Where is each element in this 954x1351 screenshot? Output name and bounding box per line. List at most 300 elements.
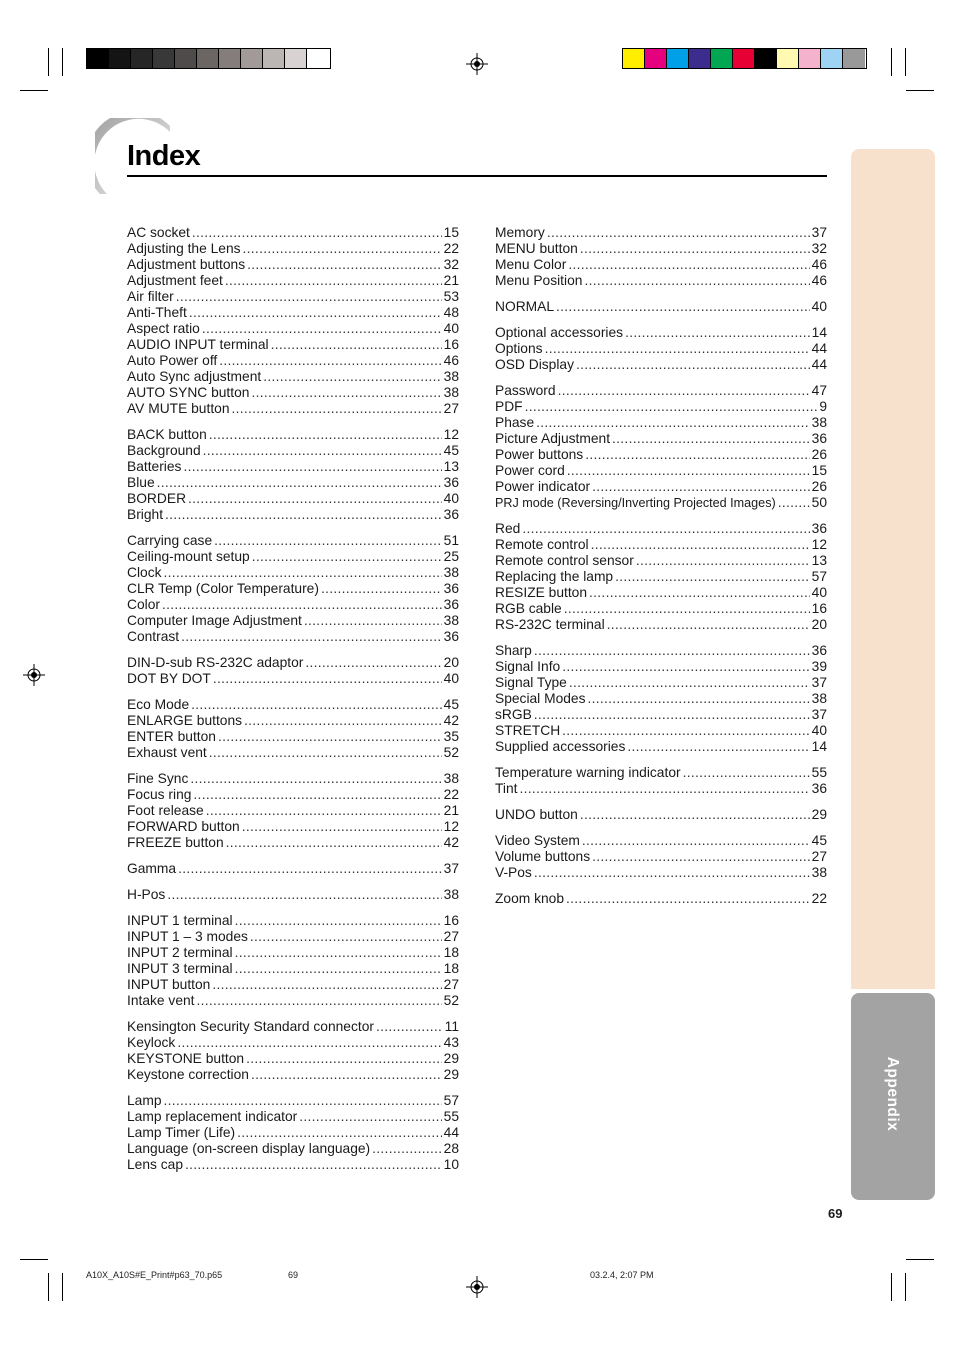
index-term: Focus ring: [127, 787, 192, 802]
index-entry: [127, 401, 459, 417]
index-group: [495, 299, 827, 315]
dot-leader: [534, 707, 810, 723]
index-page-number: 36: [443, 507, 459, 522]
index-page-number: 57: [811, 569, 827, 584]
index-page-number: 44: [811, 341, 827, 356]
index-page-number: 51: [443, 533, 459, 548]
index-entry: [495, 325, 827, 341]
index-page-number: 52: [443, 993, 459, 1008]
index-page-number: 45: [811, 833, 827, 848]
index-entry: [495, 865, 827, 881]
index-group: [127, 861, 459, 877]
index-term: CLR Temp (Color Temperature): [127, 581, 319, 596]
dot-leader: [250, 929, 442, 945]
dot-leader: [192, 225, 442, 241]
color-swatch: [131, 49, 153, 68]
index-term: Replacing the lamp: [495, 569, 614, 584]
index-entry: [127, 257, 459, 273]
dot-leader: [545, 341, 810, 357]
index-page-number: 36: [443, 475, 459, 490]
dot-leader: [589, 585, 810, 601]
index-group: [127, 887, 459, 903]
index-entry: [127, 993, 459, 1009]
index-page-number: 35: [443, 729, 459, 744]
index-page-number: 44: [443, 1125, 459, 1140]
dot-leader: [536, 415, 810, 431]
index-page-number: 55: [443, 1109, 459, 1124]
dot-leader: [157, 475, 442, 491]
dot-leader: [202, 321, 442, 337]
index-page-number: 38: [443, 565, 459, 580]
color-swatch: [843, 49, 865, 68]
index-page-number: 37: [443, 861, 459, 876]
dot-leader: [534, 865, 810, 881]
color-swatch: [645, 49, 667, 68]
index-page-number: 40: [811, 299, 827, 314]
dot-leader: [246, 1051, 442, 1067]
index-page-number: 14: [811, 325, 827, 340]
dot-leader: [615, 569, 810, 585]
dot-leader: [181, 629, 441, 645]
index-term: Gamma: [127, 861, 177, 876]
index-term: Remote control: [495, 537, 589, 552]
color-swatch: [109, 49, 131, 68]
index-term: Blue: [127, 475, 155, 490]
dot-leader: [556, 299, 810, 315]
index-page-number: 46: [811, 257, 827, 272]
index-term: Sharp: [495, 643, 532, 658]
dot-leader: [165, 507, 442, 523]
dot-leader: [213, 671, 442, 687]
index-group: [495, 643, 827, 755]
index-term: Contrast: [127, 629, 180, 644]
dot-leader: [178, 861, 442, 877]
index-term: Volume buttons: [495, 849, 591, 864]
index-page-number: 12: [811, 537, 827, 552]
index-term: ENTER button: [127, 729, 216, 744]
index-entry: [127, 1109, 459, 1125]
registration-mark-icon: [23, 664, 45, 686]
index-entry: [127, 745, 459, 761]
dot-leader: [588, 691, 810, 707]
index-group: [127, 225, 459, 417]
index-entry: [495, 463, 827, 479]
index-entry: [495, 495, 827, 511]
index-term: Phase: [495, 415, 535, 430]
index-entry: [495, 273, 827, 289]
index-term: Air filter: [127, 289, 174, 304]
index-term: Language (on-screen display language): [127, 1141, 371, 1156]
index-term: RS-232C terminal: [495, 617, 605, 632]
index-term: Power buttons: [495, 447, 584, 462]
index-page-number: 36: [811, 521, 827, 536]
index-term: Temperature warning indicator: [495, 765, 681, 780]
index-page-number: 29: [811, 807, 827, 822]
index-page-number: 32: [811, 241, 827, 256]
dot-leader: [547, 225, 810, 241]
index-entry: [127, 835, 459, 851]
color-swatch: [777, 49, 799, 68]
index-page-number: 21: [443, 273, 459, 288]
dot-leader: [243, 241, 442, 257]
index-page-number: 28: [443, 1141, 459, 1156]
dot-leader: [562, 659, 809, 675]
index-page-number: 47: [811, 383, 827, 398]
index-page-number: 14: [811, 739, 827, 754]
index-page-number: 13: [811, 553, 827, 568]
footer-page: 69: [288, 1270, 299, 1280]
dot-leader: [612, 431, 810, 447]
index-page-number: 40: [811, 723, 827, 738]
index-page-number: 12: [443, 427, 459, 442]
index-term: INPUT button: [127, 977, 211, 992]
dot-leader: [636, 553, 810, 569]
index-group: [127, 771, 459, 851]
index-term: Lamp replacement indicator: [127, 1109, 298, 1124]
index-term: OSD Display: [495, 357, 574, 372]
index-page-number: 44: [811, 357, 827, 372]
dot-leader: [568, 257, 809, 273]
index-term: Adjustment feet: [127, 273, 223, 288]
index-entry: [495, 553, 827, 569]
index-page-number: 16: [443, 913, 459, 928]
index-group: [127, 1019, 459, 1083]
page-number: 69: [828, 1206, 843, 1221]
index-entry: [127, 861, 459, 877]
index-entry: [127, 353, 459, 369]
index-group: [127, 913, 459, 1009]
index-page-number: 38: [443, 887, 459, 902]
index-entry: [127, 787, 459, 803]
index-group: [495, 325, 827, 373]
index-page-number: 15: [443, 225, 459, 240]
dot-leader: [193, 787, 441, 803]
index-term: Kensington Security Standard connector: [127, 1019, 374, 1034]
dot-leader: [190, 771, 441, 787]
dot-leader: [585, 447, 809, 463]
index-entry: [495, 299, 827, 315]
index-term: BORDER: [127, 491, 187, 506]
dot-leader: [625, 325, 810, 341]
index-entry: [127, 581, 459, 597]
dot-leader: [304, 613, 442, 629]
index-term: INPUT 3 terminal: [127, 961, 233, 976]
index-column-right: [495, 225, 827, 917]
index-term: RGB cable: [495, 601, 562, 616]
dot-leader: [580, 807, 810, 823]
index-page-number: 38: [443, 369, 459, 384]
index-entry: [495, 585, 827, 601]
dot-leader: [183, 459, 441, 475]
index-term: Adjustment buttons: [127, 257, 246, 272]
dot-leader: [580, 241, 810, 257]
dot-leader: [263, 369, 441, 385]
index-page-number: 37: [811, 675, 827, 690]
index-page-number: 38: [811, 691, 827, 706]
index-term: Eco Mode: [127, 697, 190, 712]
index-page-number: 53: [443, 289, 459, 304]
index-term: Password: [495, 383, 556, 398]
index-page-number: 27: [443, 401, 459, 416]
color-swatch: [689, 49, 711, 68]
index-entry: [495, 675, 827, 691]
index-page-number: 38: [443, 613, 459, 628]
index-column-left: [127, 225, 459, 1183]
index-page-number: 18: [443, 945, 459, 960]
index-term: PRJ mode (Reversing/Inverting Projected Images): [495, 496, 776, 510]
dot-leader: [305, 655, 441, 671]
index-term: Lamp: [127, 1093, 162, 1108]
index-entry: [127, 887, 459, 903]
dot-leader: [242, 819, 442, 835]
index-page-number: 20: [811, 617, 827, 632]
index-entry: [127, 629, 459, 645]
dot-leader: [562, 723, 809, 739]
index-term: Power cord: [495, 463, 565, 478]
dot-leader: [778, 495, 810, 511]
index-entry: [127, 613, 459, 629]
dot-leader: [251, 385, 441, 401]
dot-leader: [218, 729, 442, 745]
dot-leader: [244, 713, 442, 729]
dot-leader: [189, 305, 442, 321]
index-term: H-Pos: [127, 887, 166, 902]
index-term: Anti-Theft: [127, 305, 187, 320]
index-entry: [495, 723, 827, 739]
index-term: BACK button: [127, 427, 207, 442]
index-entry: [127, 1035, 459, 1051]
index-term: Zoom knob: [495, 891, 565, 906]
index-page-number: 27: [443, 929, 459, 944]
side-tab-background: [851, 149, 935, 989]
dot-leader: [209, 745, 442, 761]
dot-leader: [247, 257, 442, 273]
index-term: Keylock: [127, 1035, 176, 1050]
index-entry: [495, 415, 827, 431]
index-page-number: 27: [811, 849, 827, 864]
index-term: Batteries: [127, 459, 182, 474]
index-group: [495, 521, 827, 633]
dot-leader: [251, 1067, 442, 1083]
index-entry: [495, 891, 827, 907]
index-entry: [127, 225, 459, 241]
index-term: Signal Info: [495, 659, 561, 674]
index-page-number: 26: [811, 479, 827, 494]
index-entry: [127, 443, 459, 459]
index-entry: [127, 1125, 459, 1141]
index-page-number: 42: [443, 713, 459, 728]
dot-leader: [226, 835, 442, 851]
index-term: AC socket: [127, 225, 190, 240]
index-term: V-Pos: [495, 865, 532, 880]
index-group: [495, 225, 827, 289]
dot-leader: [164, 1093, 442, 1109]
index-term: Computer Image Adjustment: [127, 613, 302, 628]
dot-leader: [225, 273, 442, 289]
dot-leader: [206, 803, 442, 819]
dot-leader: [235, 961, 442, 977]
registration-mark-icon: [466, 53, 488, 75]
footer-timestamp: 03.2.4, 2:07 PM: [590, 1270, 654, 1280]
index-entry: [495, 569, 827, 585]
dot-leader: [237, 1125, 442, 1141]
color-swatch: [285, 49, 307, 68]
index-term: Background: [127, 443, 201, 458]
index-entry: [127, 819, 459, 835]
index-term: AUTO SYNC button: [127, 385, 250, 400]
index-page-number: 36: [443, 629, 459, 644]
index-entry: [127, 1093, 459, 1109]
index-term: AV MUTE button: [127, 401, 230, 416]
gray-calibration-bar: [86, 48, 331, 69]
dot-leader: [607, 617, 810, 633]
footer-filename: A10X_A10S#E_Print#p63_70.p65: [86, 1270, 223, 1280]
index-term: Memory: [495, 225, 545, 240]
index-entry: [127, 671, 459, 687]
color-calibration-bar: [622, 48, 867, 69]
dot-leader: [235, 945, 442, 961]
color-swatch: [733, 49, 755, 68]
index-page-number: 38: [811, 415, 827, 430]
index-group: [127, 697, 459, 761]
index-page-number: 52: [443, 745, 459, 760]
dot-leader: [520, 781, 810, 797]
dot-leader: [582, 833, 810, 849]
color-swatch: [623, 49, 645, 68]
color-swatch: [711, 49, 733, 68]
index-term: Bright: [127, 507, 164, 522]
index-entry: [127, 977, 459, 993]
index-entry: [127, 459, 459, 475]
index-entry: [127, 491, 459, 507]
dot-leader: [252, 549, 442, 565]
dot-leader: [567, 463, 810, 479]
index-term: Signal Type: [495, 675, 567, 690]
dot-leader: [164, 565, 442, 581]
index-page-number: 40: [443, 671, 459, 686]
page-title: Index: [127, 140, 201, 172]
index-entry: [495, 739, 827, 755]
index-entry: [127, 697, 459, 713]
index-term: Carrying case: [127, 533, 213, 548]
index-term: Tint: [495, 781, 518, 796]
index-page-number: 36: [443, 581, 459, 596]
index-term: ENLARGE buttons: [127, 713, 243, 728]
index-page-number: 45: [443, 443, 459, 458]
index-group: [495, 807, 827, 823]
index-page-number: 36: [811, 643, 827, 658]
index-entry: [127, 1067, 459, 1083]
dot-leader: [212, 977, 441, 993]
index-entry: [127, 713, 459, 729]
index-entry: [127, 321, 459, 337]
index-group: [495, 765, 827, 797]
index-page-number: 22: [443, 787, 459, 802]
index-page-number: 50: [811, 495, 827, 510]
index-term: FORWARD button: [127, 819, 240, 834]
index-page-number: 16: [811, 601, 827, 616]
index-group: [127, 427, 459, 523]
index-term: Supplied accessories: [495, 739, 626, 754]
index-term: Keystone correction: [127, 1067, 249, 1082]
dot-leader: [177, 1035, 441, 1051]
index-term: Intake vent: [127, 993, 195, 1008]
color-swatch: [307, 49, 329, 68]
index-term: Auto Power off: [127, 353, 218, 368]
index-page-number: 42: [443, 835, 459, 850]
index-term: Adjusting the Lens: [127, 241, 241, 256]
index-term: Color: [127, 597, 160, 612]
index-entry: [495, 691, 827, 707]
index-term: sRGB: [495, 707, 532, 722]
dot-leader: [232, 401, 442, 417]
index-entry: [127, 427, 459, 443]
index-entry: [127, 289, 459, 305]
index-page-number: 27: [443, 977, 459, 992]
index-entry: [127, 369, 459, 385]
index-entry: [495, 241, 827, 257]
index-entry: [495, 257, 827, 273]
index-group: [495, 383, 827, 511]
index-term: UNDO button: [495, 807, 578, 822]
index-page-number: 21: [443, 803, 459, 818]
index-page-number: 38: [811, 865, 827, 880]
index-page-number: 29: [443, 1067, 459, 1082]
index-entry: [495, 431, 827, 447]
index-entry: [495, 601, 827, 617]
index-entry: [495, 707, 827, 723]
dot-leader: [569, 675, 810, 691]
index-term: DOT BY DOT: [127, 671, 211, 686]
index-term: Clock: [127, 565, 162, 580]
index-term: Menu Color: [495, 257, 567, 272]
index-term: Power indicator: [495, 479, 591, 494]
index-entry: [495, 479, 827, 495]
dot-leader: [683, 765, 810, 781]
index-page-number: 12: [443, 819, 459, 834]
dot-leader: [372, 1141, 441, 1157]
index-term: Options: [495, 341, 543, 356]
dot-leader: [176, 289, 442, 305]
index-term: Lamp Timer (Life): [127, 1125, 236, 1140]
index-term: MENU button: [495, 241, 578, 256]
index-term: INPUT 1 terminal: [127, 913, 233, 928]
dot-leader: [214, 533, 442, 549]
index-page-number: 15: [811, 463, 827, 478]
index-page-number: 38: [443, 771, 459, 786]
dot-leader: [592, 479, 810, 495]
index-term: DIN-D-sub RS-232C adaptor: [127, 655, 304, 670]
dot-leader: [534, 643, 810, 659]
index-group: [127, 655, 459, 687]
index-term: RESIZE button: [495, 585, 588, 600]
index-page-number: 13: [443, 459, 459, 474]
index-page-number: 9: [819, 399, 827, 414]
index-term: Exhaust vent: [127, 745, 207, 760]
dot-leader: [522, 521, 809, 537]
index-entry: [495, 399, 827, 415]
color-swatch: [153, 49, 175, 68]
dot-leader: [564, 601, 810, 617]
index-term: Foot release: [127, 803, 204, 818]
index-entry: [127, 1141, 459, 1157]
index-page-number: 11: [444, 1019, 459, 1034]
index-term: Ceiling-mount setup: [127, 549, 250, 564]
index-page-number: 20: [443, 655, 459, 670]
color-swatch: [87, 49, 109, 68]
registration-mark-icon: [466, 1276, 488, 1298]
index-entry: [495, 833, 827, 849]
